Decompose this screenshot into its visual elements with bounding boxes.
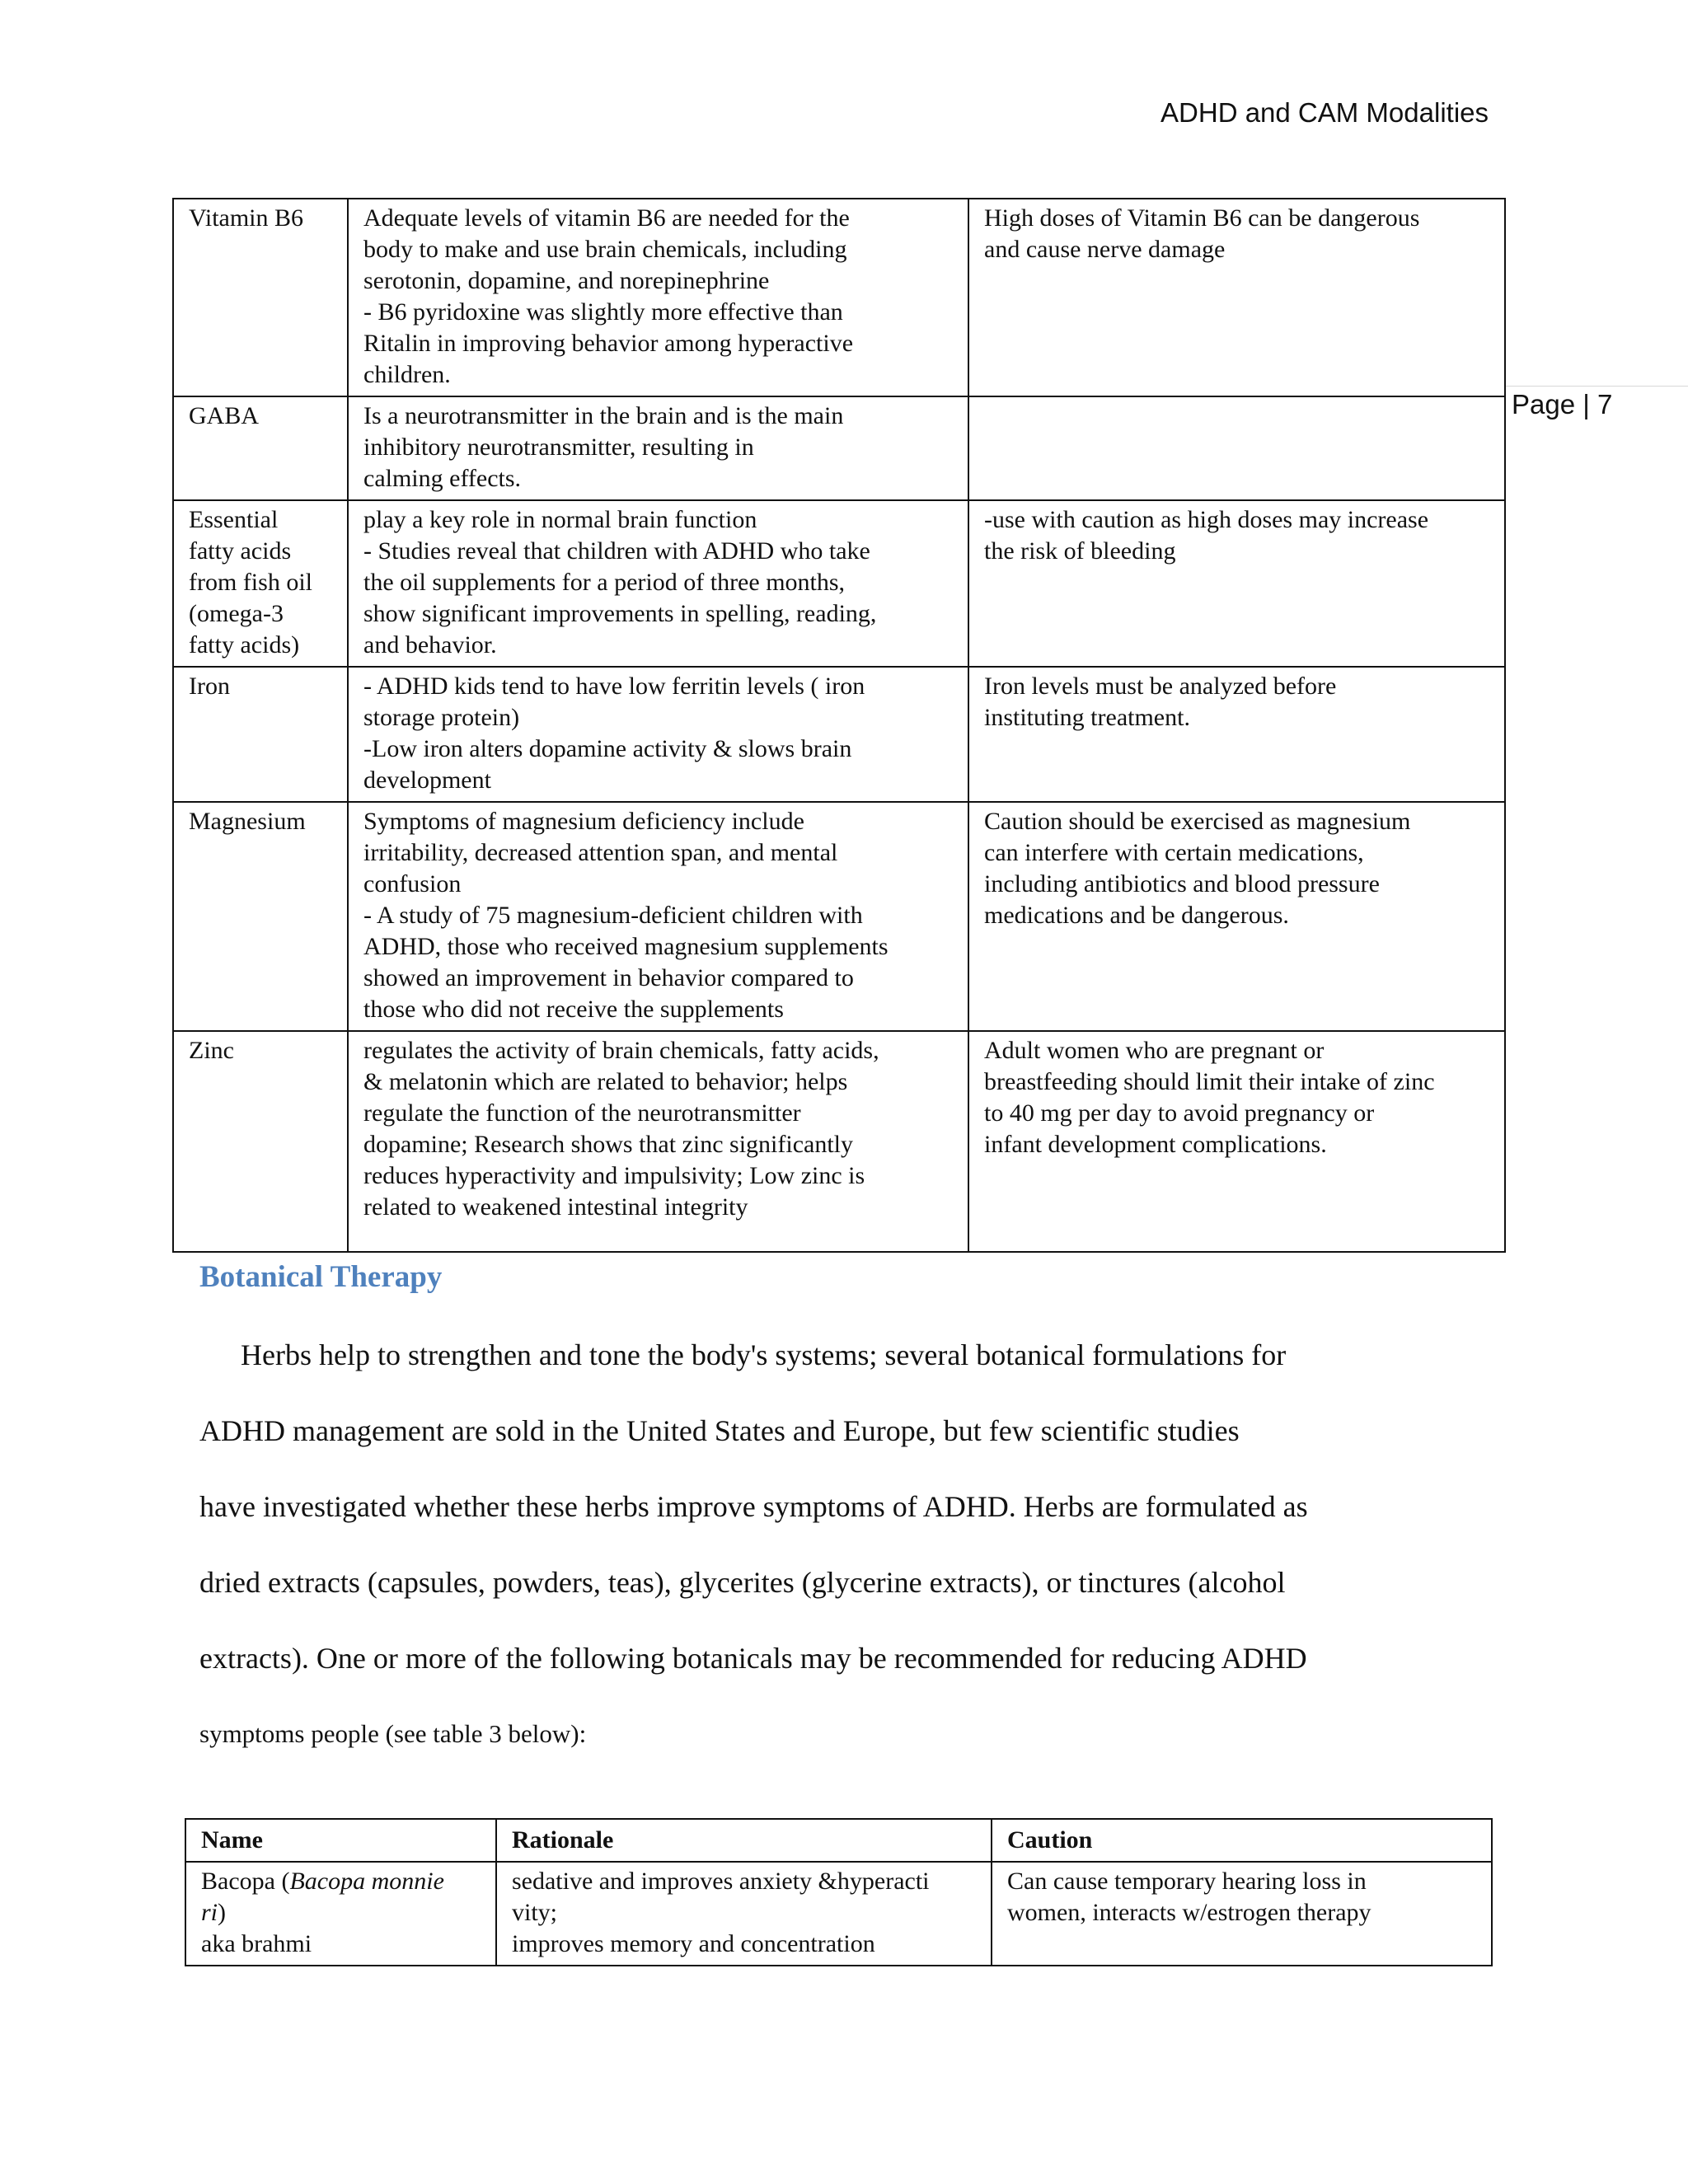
supplement-name-cell [173, 667, 348, 802]
cell-text-line: medications and be dangerous. [984, 902, 1289, 929]
cell-text-line: children. [363, 361, 451, 388]
cell-text-line: infant development complications. [984, 1131, 1327, 1158]
supplement-row [173, 667, 1505, 802]
botanical-paragraph-lines [199, 1317, 1485, 1696]
caution-line: women, interacts w/estrogen therapy [1007, 1899, 1372, 1926]
page-number-rule [1505, 386, 1688, 387]
supplement-caution-cell [968, 802, 1505, 1031]
paragraph-line: have investigated whether these herbs improve symptoms of ADHD. Herbs are formulated as [199, 1490, 1308, 1523]
cell-text-line: regulate the function of the neurotransmitter [363, 1099, 801, 1127]
cell-text-line: confusion [363, 870, 462, 898]
supplement-name-cell [173, 396, 348, 500]
cell-text-line: ADHD, those who received magnesium supplements [363, 933, 889, 960]
cell-text-line: Ritalin in improving behavior among hyperactive [363, 330, 854, 357]
cell-text-line: & melatonin which are related to behavior; helps [363, 1068, 848, 1095]
cell-text-line: dopamine; Research shows that zinc significantly [363, 1131, 854, 1158]
cell-text-line: development [363, 766, 491, 794]
cell-text-line: Essential [189, 506, 279, 533]
cell-text-line: GABA [189, 402, 260, 429]
supplement-caution-cell [968, 667, 1505, 802]
cell-text-line: Is a neurotransmitter in the brain and is the main [363, 402, 844, 429]
running-header-title: ADHD and CAM Modalities [1160, 97, 1489, 128]
cell-text-line: Symptoms of magnesium deficiency include [363, 808, 804, 835]
supplement-description-cell [348, 199, 968, 396]
botanicals-table-header-row [185, 1819, 1492, 1862]
supplement-description-cell [348, 1031, 968, 1252]
cell-text-line: calming effects. [363, 465, 522, 492]
botanical-name-aka: aka brahmi [201, 1930, 312, 1957]
cell-text-line: irritability, decreased attention span, and mental [363, 839, 838, 866]
cell-text-line: the risk of bleeding [984, 537, 1176, 565]
supplement-caution-cell [968, 396, 1505, 500]
supplement-name-cell [173, 802, 348, 1031]
column-header-rationale: Rationale [496, 1819, 992, 1862]
cell-text-line: Iron [189, 673, 230, 700]
botanical-rationale-cell [496, 1862, 992, 1966]
cell-text-line: breastfeeding should limit their intake of zinc [984, 1068, 1435, 1095]
cell-text-line: Caution should be exercised as magnesium [984, 808, 1411, 835]
supplement-row [173, 500, 1505, 667]
cell-text-line: show significant improvements in spelling, reading, [363, 600, 877, 627]
rationale-line: sedative and improves anxiety &hyperacti [512, 1868, 930, 1895]
cell-text-line: - B6 pyridoxine was slightly more effective than [363, 298, 843, 326]
paragraph-line: extracts). One or more of the following botanicals may be recommended for reducing ADHD [199, 1642, 1307, 1675]
column-header-name: Name [185, 1819, 496, 1862]
cell-text-line: reduces hyperactivity and impulsivity; Low zinc is [363, 1162, 865, 1189]
cell-text-line: - A study of 75 magnesium-deficient children with [363, 902, 863, 929]
botanicals-table [185, 1818, 1493, 1966]
supplement-description-cell [348, 667, 968, 802]
supplement-description-cell [348, 396, 968, 500]
supplement-description-cell [348, 802, 968, 1031]
supplement-row [173, 1031, 1505, 1252]
cell-text-line: (omega-3 [189, 600, 284, 627]
page-number: Page | 7 [1512, 389, 1613, 419]
section-heading-botanical-therapy: Botanical Therapy [199, 1260, 443, 1294]
supplement-description-cell [348, 500, 968, 667]
paragraph-line: Herbs help to strengthen and tone the body's systems; several botanical formulations for [241, 1338, 1287, 1371]
supplement-name-cell [173, 1031, 348, 1252]
cell-text-line: play a key role in normal brain function [363, 506, 757, 533]
cell-text-line: fatty acids [189, 537, 292, 565]
botanical-name-latin-1: Bacopa monnie [289, 1868, 444, 1895]
cell-text-line: Vitamin B6 [189, 204, 304, 232]
cell-text-line: Adequate levels of vitamin B6 are needed for the [363, 204, 850, 232]
cell-text-line: including antibiotics and blood pressure [984, 870, 1380, 898]
supplement-name-cell [173, 199, 348, 396]
botanicals-table-row-bacopa [185, 1862, 1492, 1966]
cell-text-line: the oil supplements for a period of three months, [363, 569, 846, 596]
botanical-name-cell [185, 1862, 496, 1966]
supplement-name-cell [173, 500, 348, 667]
cell-text-line: to 40 mg per day to avoid pregnancy or [984, 1099, 1375, 1127]
cell-text-line: Zinc [189, 1037, 234, 1064]
cell-text-line: related to weakened intestinal integrity [363, 1193, 748, 1221]
cell-text-line: storage protein) [363, 704, 520, 731]
rationale-line: vity; [512, 1899, 558, 1926]
botanical-name-close: ) [218, 1899, 227, 1926]
cell-text-line: High doses of Vitamin B6 can be dangerous [984, 204, 1420, 232]
cell-text-line: Iron levels must be analyzed before [984, 673, 1337, 700]
cell-text-line: - Studies reveal that children with ADHD who take [363, 537, 870, 565]
caution-line: Can cause temporary hearing loss in [1007, 1868, 1367, 1895]
paragraph-line: dried extracts (capsules, powders, teas), glycerites (glycerine extracts), or tinctures (alcohol [199, 1566, 1286, 1599]
botanical-name-plain: Bacopa ( [201, 1868, 290, 1895]
cell-text-line: from fish oil [189, 569, 312, 596]
supplement-caution-cell [968, 500, 1505, 667]
supplements-table [172, 198, 1506, 1253]
cell-text-line: can interfere with certain medications, [984, 839, 1364, 866]
cell-text-line: instituting treatment. [984, 704, 1190, 731]
rationale-line: improves memory and concentration [512, 1930, 875, 1957]
botanical-name-latin-2: ri [201, 1899, 218, 1926]
cell-text-line: serotonin, dopamine, and norepinephrine [363, 267, 770, 294]
cell-text-line: those who did not receive the supplements [363, 996, 784, 1023]
cell-text-line: showed an improvement in behavior compared to [363, 964, 854, 991]
supplements-table-body [173, 199, 1505, 1252]
supplement-caution-cell [968, 1031, 1505, 1252]
cell-text-line: body to make and use brain chemicals, including [363, 236, 847, 263]
cell-text-line: and cause nerve damage [984, 236, 1226, 263]
botanical-paragraph-last-line: symptoms people (see table 3 below): [199, 1719, 587, 1748]
cell-text-line: Magnesium [189, 808, 306, 835]
cell-text-line: -use with caution as high doses may increase [984, 506, 1429, 533]
cell-text-line: and behavior. [363, 631, 497, 658]
botanical-caution-cell [992, 1862, 1492, 1966]
supplement-caution-cell [968, 199, 1505, 396]
cell-text-line: Adult women who are pregnant or [984, 1037, 1325, 1064]
botanical-paragraph [199, 1317, 1485, 1772]
supplement-row [173, 802, 1505, 1031]
cell-text-line: inhibitory neurotransmitter, resulting in [363, 434, 754, 461]
cell-text-line: regulates the activity of brain chemicals, fatty acids, [363, 1037, 879, 1064]
supplement-row [173, 199, 1505, 396]
cell-text-line: -Low iron alters dopamine activity & slows brain [363, 735, 852, 762]
cell-text-line: fatty acids) [189, 631, 300, 658]
cell-text-line: - ADHD kids tend to have low ferritin levels ( iron [363, 673, 865, 700]
column-header-caution: Caution [992, 1819, 1492, 1862]
supplement-row [173, 396, 1505, 500]
paragraph-line: ADHD management are sold in the United States and Europe, but few scientific studies [199, 1414, 1240, 1447]
